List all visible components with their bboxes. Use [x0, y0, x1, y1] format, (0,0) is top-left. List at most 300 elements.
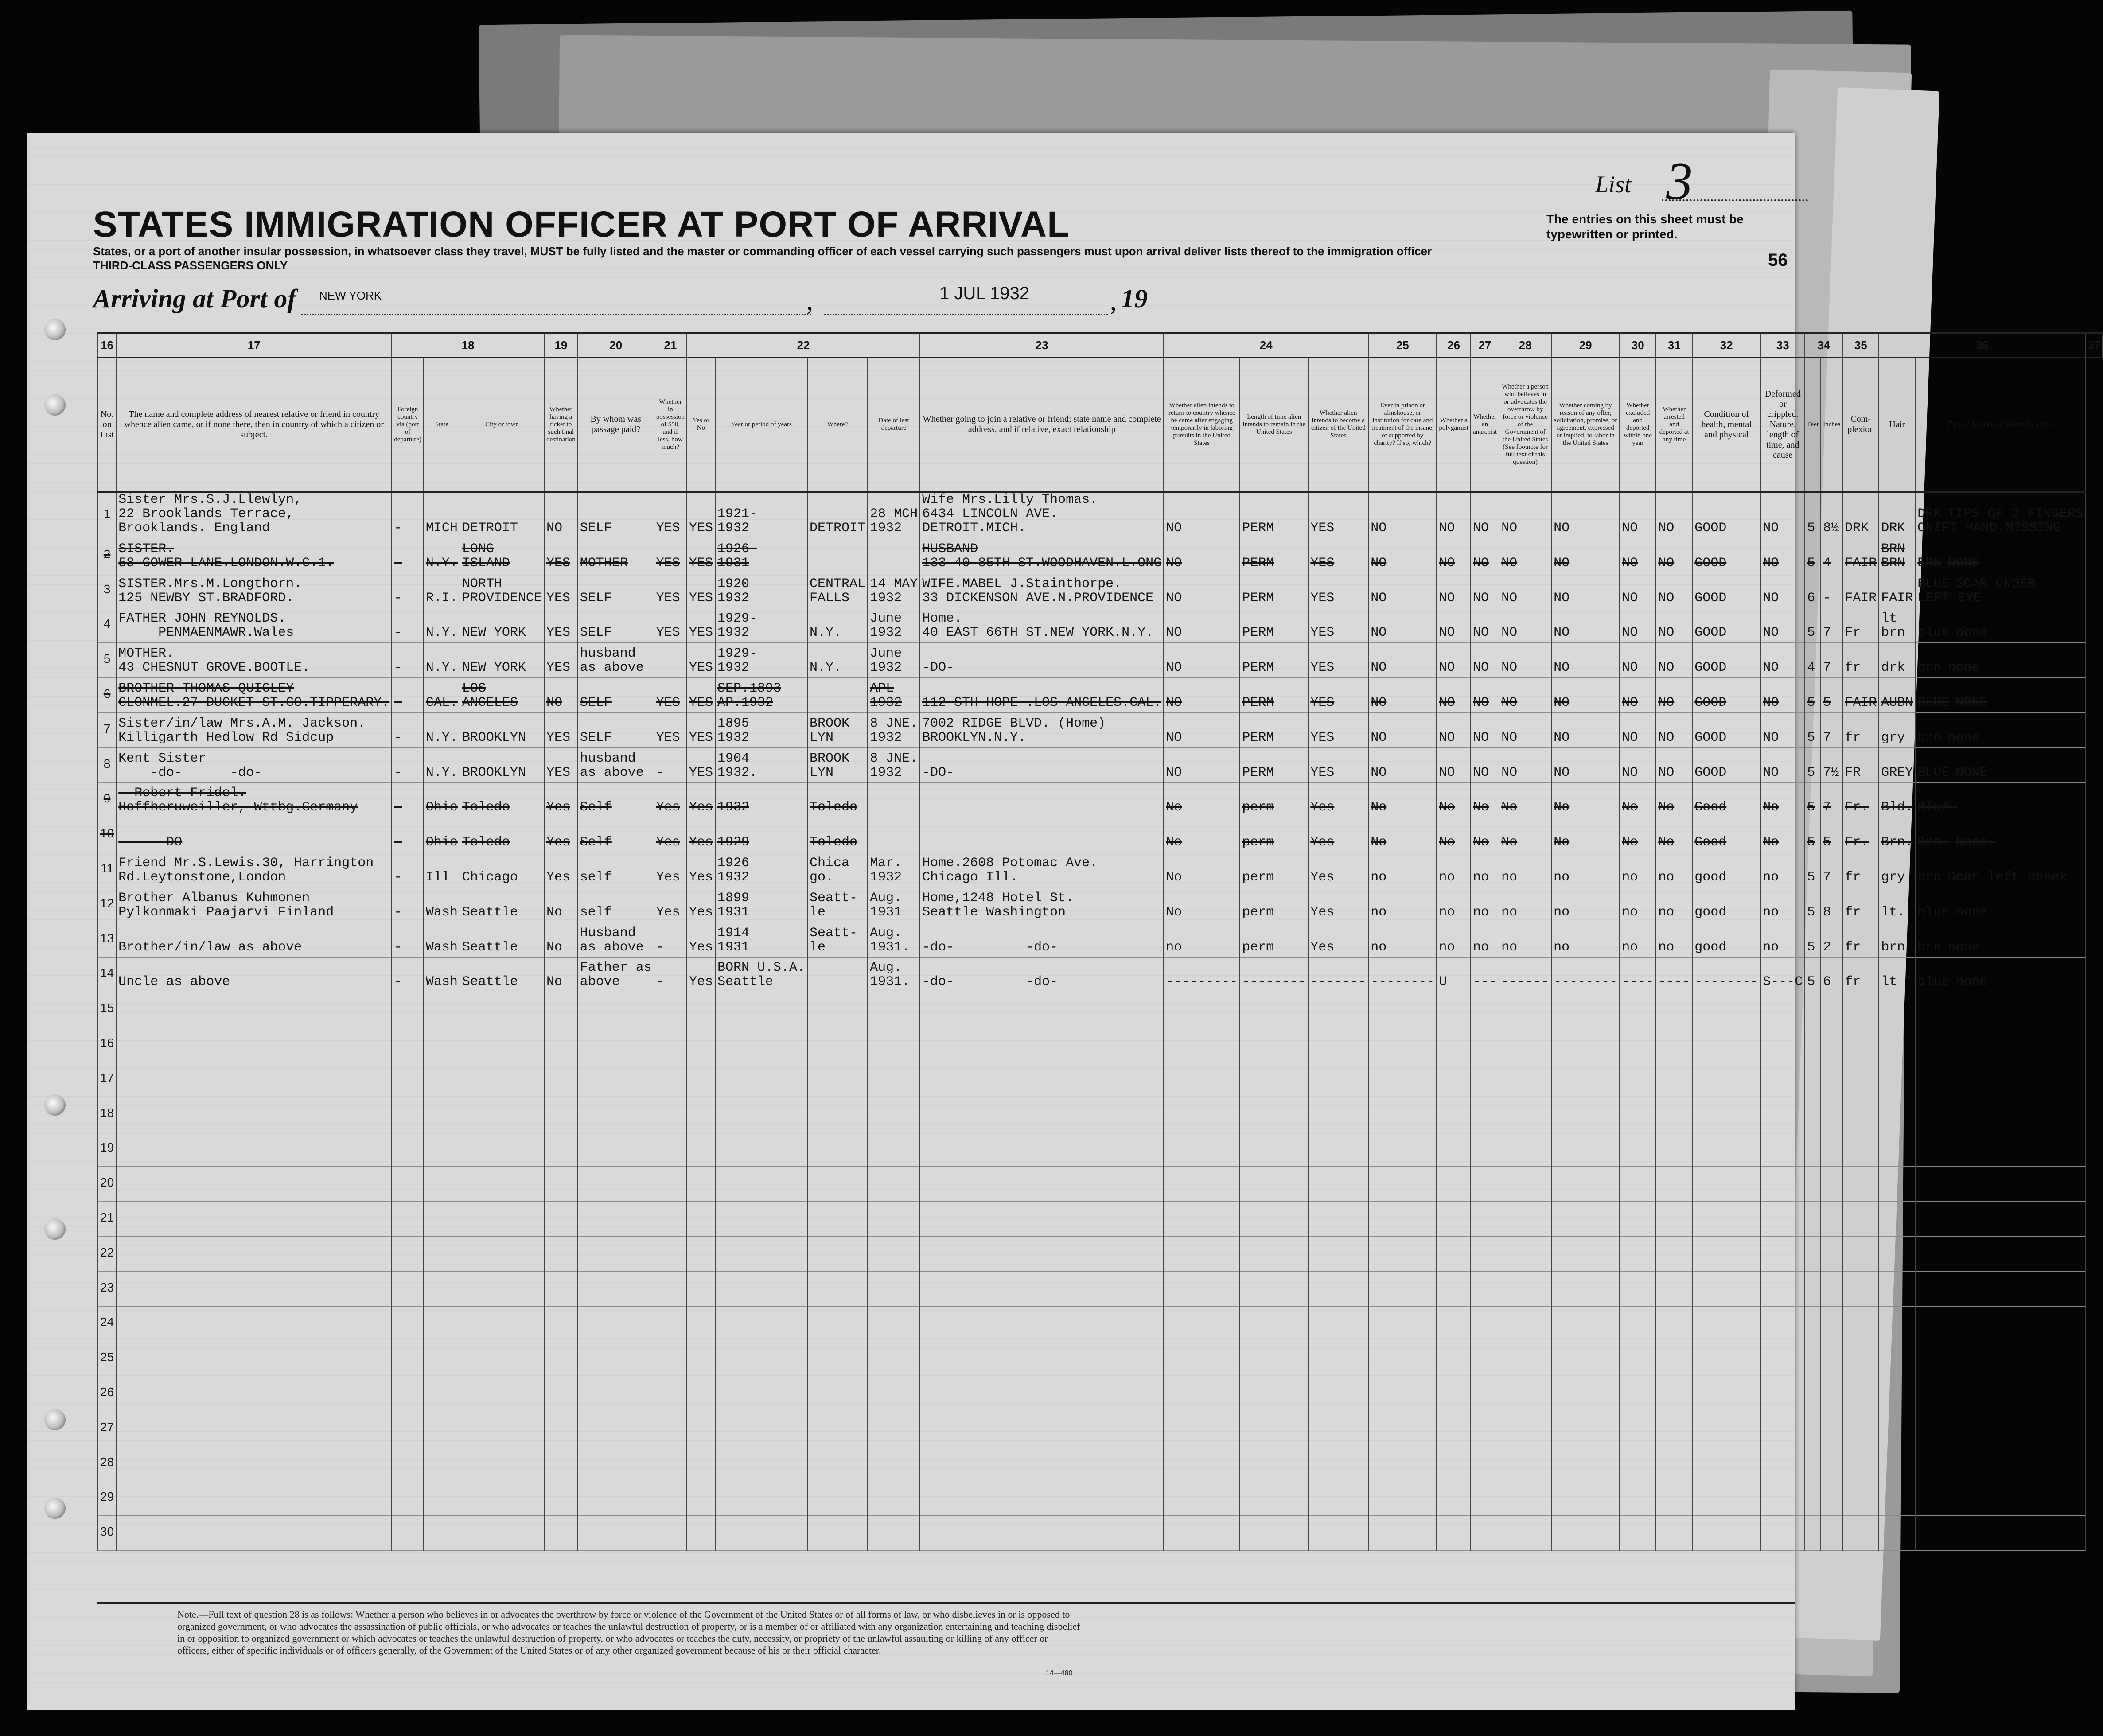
cell-foreign: [392, 1341, 424, 1376]
cell-q30: NO: [1620, 643, 1656, 678]
cell-hair: [1879, 1027, 1915, 1062]
cell-citizen: Yes: [1308, 887, 1368, 922]
cell-foreign: -: [392, 957, 424, 992]
cell-prison: [1368, 1306, 1437, 1341]
cell-eyes-marks: [1915, 747, 2085, 782]
cell-eyes-marks: [1915, 992, 2085, 1027]
cell-poly: NO: [1437, 747, 1471, 782]
cell-foreign: [392, 1481, 424, 1516]
cell-date: 14 MAY 1932: [868, 573, 920, 608]
cell-q30: No: [1620, 782, 1656, 817]
cell-foreign: -: [392, 817, 424, 852]
cell-health: --------: [1692, 957, 1760, 992]
cell-paid: SELF: [578, 712, 654, 747]
cell-relative: Kent Sister -do- -do-: [116, 747, 392, 782]
cell-date: [868, 1027, 920, 1062]
cell-city: [460, 1446, 544, 1481]
cell-hair: Bld.: [1879, 782, 1915, 817]
cell-citizen: YES: [1308, 747, 1368, 782]
cell-citizen: [1308, 1167, 1368, 1202]
cell-prison: NO: [1368, 573, 1437, 608]
cell-complexion: [1842, 1236, 1879, 1271]
cell-q29: [1551, 1481, 1620, 1516]
cell-prison: NO: [1368, 747, 1437, 782]
cell-ticket: [544, 1516, 578, 1551]
cell-foreign: -: [392, 643, 424, 678]
cell-length: [1240, 1481, 1308, 1516]
cell-health: [1692, 1306, 1760, 1341]
table-row: [98, 852, 2103, 887]
cell-q29: --------: [1551, 957, 1620, 992]
cell-inches: [1821, 1202, 1842, 1237]
cell-prison: no: [1368, 887, 1437, 922]
header-date-departure: Date of last departure: [868, 358, 920, 492]
cell-join: [920, 1516, 1164, 1551]
cell-eyes-marks: [1915, 1271, 2085, 1306]
cell-q30: NO: [1620, 678, 1656, 713]
row-number: 12: [98, 887, 116, 922]
row-number: 26: [98, 1376, 116, 1411]
table-row: [98, 1097, 2103, 1132]
cell-paid: SELF: [578, 573, 654, 608]
cell-hair: GREY: [1879, 747, 1915, 782]
cell-fifty: [654, 1167, 687, 1202]
cell-where: Toledo: [807, 782, 868, 817]
sheet-number: 56: [1768, 250, 1788, 270]
cell-deformed: [1760, 1167, 1805, 1202]
cell-q31: no: [1656, 887, 1692, 922]
cell-health: GOOD: [1692, 492, 1760, 538]
table-row: [98, 643, 2103, 678]
table-row: [98, 1132, 2103, 1167]
cell-health: GOOD: [1692, 573, 1760, 608]
cell-foreign: -: [392, 747, 424, 782]
cell-foreign: -: [392, 712, 424, 747]
cell-eyes: Blue.: [1917, 800, 1958, 815]
year-prefix: 19: [1121, 284, 1148, 313]
cell-poly: [1437, 1027, 1471, 1062]
cell-fifty: [654, 1271, 687, 1306]
cell-relative: [116, 1027, 392, 1062]
cell-citizen: YES: [1308, 538, 1368, 573]
cell-q30: [1620, 1271, 1656, 1306]
cell-inches: 8: [1821, 887, 1842, 922]
cell-feet: [1805, 1132, 1821, 1167]
cell-paid: [578, 1132, 654, 1167]
cell-year: [715, 1132, 807, 1167]
cell-date: [868, 1446, 920, 1481]
cell-eyes-marks: [1915, 1202, 2085, 1237]
cell-eyes: brn: [1917, 869, 1942, 885]
cell-city: DETROIT: [460, 492, 544, 538]
row-number: 25: [98, 1341, 116, 1376]
cell-state: Ill: [424, 852, 460, 887]
row-number: 5: [98, 643, 116, 678]
cell-foreign: [392, 1271, 424, 1306]
cell-eyes-marks: [1915, 887, 2085, 922]
cell-anarch: [1471, 992, 1499, 1027]
cell-eyes-marks: [1915, 1481, 2085, 1516]
cell-join: [920, 1062, 1164, 1097]
cell-before: [687, 1097, 715, 1132]
cell-prison: [1368, 1411, 1437, 1446]
cell-poly: NO: [1437, 538, 1471, 573]
cell-ticket: [544, 1411, 578, 1446]
cell-eyes: brn: [1917, 660, 1942, 676]
cell-eyes: brn: [1917, 939, 1942, 955]
cell-before: [687, 1202, 715, 1237]
cell-feet: [1805, 1306, 1821, 1341]
cell-where: [807, 1236, 868, 1271]
cell-before: Yes: [687, 957, 715, 992]
cell-fifty: Yes: [654, 782, 687, 817]
cell-where: [807, 1306, 868, 1341]
row-number: 13: [98, 922, 116, 957]
cell-deformed: [1760, 992, 1805, 1027]
cell-q31: No: [1656, 817, 1692, 852]
row-number: 4: [98, 608, 116, 643]
cell-complexion: [1842, 1376, 1879, 1411]
cell-inches: 4: [1821, 538, 1842, 573]
cell-q31: NO: [1656, 492, 1692, 538]
cell-hair: [1879, 1306, 1915, 1341]
cell-q29: [1551, 1516, 1620, 1551]
cell-foreign: [392, 1062, 424, 1097]
cell-length: [1240, 1446, 1308, 1481]
cell-year: [715, 1236, 807, 1271]
cell-fifty: -: [654, 957, 687, 992]
cell-ticket: YES: [544, 538, 578, 573]
cell-relative: [116, 992, 392, 1027]
cell-relative: [116, 1341, 392, 1376]
cell-citizen: [1308, 1132, 1368, 1167]
cell-date: 8 JNE. 1932: [868, 747, 920, 782]
cell-q30: [1620, 1446, 1656, 1481]
cell-complexion: FR: [1842, 747, 1879, 782]
cell-before: [687, 1236, 715, 1271]
cell-length: [1240, 1376, 1308, 1411]
cell-city: Toledo: [460, 817, 544, 852]
cell-feet: [1805, 1097, 1821, 1132]
cell-q31: NO: [1656, 712, 1692, 747]
cell-date: 8 JNE. 1932: [868, 712, 920, 747]
cell-hair: [1879, 1271, 1915, 1306]
cell-eyes: BRN: [1917, 555, 1942, 571]
cell-eyes: BLUE: [1917, 695, 1950, 710]
row-number: 16: [98, 1027, 116, 1062]
col-num: 20: [578, 333, 654, 358]
cell-complexion: FAIR: [1842, 573, 1879, 608]
cell-complexion: fr: [1842, 887, 1879, 922]
cell-where: N.Y.: [807, 608, 868, 643]
cell-deformed: [1760, 1516, 1805, 1551]
cell-date: [868, 1516, 920, 1551]
cell-citizen: [1308, 1306, 1368, 1341]
cell-join: -do- -do-: [920, 957, 1164, 992]
cell-inches: [1821, 1097, 1842, 1132]
cell-eyes: DRK: [1917, 506, 1942, 522]
cell-anarch: [1471, 1167, 1499, 1202]
cell-marks: NONE: [1955, 695, 1988, 710]
cell-q29: NO: [1551, 712, 1620, 747]
manifest-rows: [98, 492, 2103, 1551]
cell-q29: [1551, 1097, 1620, 1132]
row-number: 11: [98, 852, 116, 887]
cell-city: [460, 1202, 544, 1237]
subtitle: States, or a port of another insular possession, in whatsoever class they travel, MUST be fully listed and the master or commanding officer of each vessel carrying such passengers must upon arrival deliver lists thereof to the immigration officer: [93, 245, 1432, 258]
cell-join: HUSBAND 133-40 85TH ST.WOODHAVEN.L.ONG: [920, 538, 1164, 573]
cell-state: [424, 1202, 460, 1237]
cell-poly: NO: [1437, 643, 1471, 678]
cell-poly: [1437, 1341, 1471, 1376]
cell-q29: No: [1551, 817, 1620, 852]
cell-feet: 5: [1805, 887, 1821, 922]
row-number: 10: [98, 817, 116, 852]
cell-paid: SELF: [578, 608, 654, 643]
cell-eyes: Brn.: [1917, 835, 1950, 850]
header-purpose-length: Length of time alien intends to remain in the United States: [1240, 358, 1308, 492]
cell-eyes-marks: [1915, 817, 2085, 852]
cell-complexion: [1842, 1027, 1879, 1062]
cell-prison: [1368, 1446, 1437, 1481]
cell-relative: [116, 1202, 392, 1237]
cell-prison: NO: [1368, 712, 1437, 747]
header-height-inches: Inches: [1821, 358, 1842, 492]
cell-fifty: -: [654, 747, 687, 782]
table-row: [98, 1376, 2103, 1411]
cell-q30: NO: [1620, 747, 1656, 782]
cell-marks: none: [1955, 974, 1988, 990]
cell-anarch: no: [1471, 887, 1499, 922]
cell-before: [687, 1341, 715, 1376]
row-number: 27: [98, 1411, 116, 1446]
cell-feet: [1805, 1411, 1821, 1446]
cell-ticket: [544, 992, 578, 1027]
cell-feet: [1805, 1062, 1821, 1097]
cell-foreign: -: [392, 922, 424, 957]
cell-complexion: [1842, 1062, 1879, 1097]
date-stamp: 1 JUL 1932: [939, 284, 1030, 303]
cell-q30: NO: [1620, 712, 1656, 747]
cell-anarch: [1471, 1516, 1499, 1551]
cell-q31: NO: [1656, 678, 1692, 713]
cell-health: Good: [1692, 782, 1760, 817]
cell-citizen: [1308, 1097, 1368, 1132]
table-row: [98, 538, 2103, 573]
cell-anarch: [1471, 1202, 1499, 1237]
cell-paid: [578, 1516, 654, 1551]
cell-poly: [1437, 1202, 1471, 1237]
cell-prison: NO: [1368, 538, 1437, 573]
cell-health: [1692, 1376, 1760, 1411]
cell-feet: [1805, 992, 1821, 1027]
cell-length: [1240, 992, 1308, 1027]
cell-poly: NO: [1437, 573, 1471, 608]
cell-year: [715, 1271, 807, 1306]
cell-paid: Self: [578, 817, 654, 852]
cell-year: 1914 1931: [715, 922, 807, 957]
row-number: 14: [98, 957, 116, 992]
cell-hair: AUBN: [1879, 678, 1915, 713]
cell-hair: lt: [1879, 957, 1915, 992]
cell-foreign: -: [392, 852, 424, 887]
cell-date: June 1932: [868, 608, 920, 643]
cell-q28: ------: [1499, 957, 1551, 992]
cell-health: good: [1692, 887, 1760, 922]
cell-return: no: [1164, 922, 1240, 957]
cell-state: N.Y.: [424, 712, 460, 747]
cell-deformed: S---C: [1760, 957, 1805, 992]
cell-feet: 6: [1805, 573, 1821, 608]
cell-marks: NONE: [1955, 765, 1988, 780]
cell-q28: NO: [1499, 538, 1551, 573]
cell-relative: [116, 1097, 392, 1132]
cell-ticket: [544, 1062, 578, 1097]
cell-where: [807, 1446, 868, 1481]
cell-city: BROOKLYN: [460, 712, 544, 747]
cell-return: [1164, 1062, 1240, 1097]
cell-paid: [578, 1271, 654, 1306]
cell-where: [807, 1516, 868, 1551]
header-excluded: Whether excluded and deported within one year: [1620, 358, 1656, 492]
cell-q30: NO: [1620, 573, 1656, 608]
cell-q30: no: [1620, 887, 1656, 922]
cell-prison: [1368, 1376, 1437, 1411]
cell-eyes-marks: [1915, 1446, 2085, 1481]
cell-anarch: [1471, 1481, 1499, 1516]
cell-complexion: Fr: [1842, 608, 1879, 643]
col-num: 19: [544, 333, 578, 358]
cell-return: NO: [1164, 747, 1240, 782]
cell-paid: self: [578, 852, 654, 887]
cell-q31: NO: [1656, 643, 1692, 678]
table-row: [98, 1516, 2103, 1551]
cell-paid: [578, 1202, 654, 1237]
cell-relative: [116, 1271, 392, 1306]
cell-ticket: No: [544, 887, 578, 922]
cell-prison: NO: [1368, 678, 1437, 713]
cell-q29: NO: [1551, 608, 1620, 643]
cell-q31: no: [1656, 852, 1692, 887]
cell-paid: [578, 1062, 654, 1097]
cell-paid: SELF: [578, 678, 654, 713]
col-num: 22: [687, 333, 920, 358]
cell-deformed: NO: [1760, 608, 1805, 643]
cell-deformed: NO: [1760, 492, 1805, 538]
cell-where: Toledo: [807, 817, 868, 852]
cell-state: [424, 1167, 460, 1202]
cell-date: June 1932: [868, 643, 920, 678]
cell-hair: BRN BRN: [1879, 538, 1915, 573]
cell-citizen: YES: [1308, 492, 1368, 538]
cell-q29: no: [1551, 852, 1620, 887]
cell-foreign: -: [392, 492, 424, 538]
cell-ticket: YES: [544, 608, 578, 643]
cell-join: [920, 1236, 1164, 1271]
cell-deformed: [1760, 1132, 1805, 1167]
cell-health: [1692, 1167, 1760, 1202]
cell-hair: [1879, 1062, 1915, 1097]
cell-eyes: blue: [1917, 625, 1950, 641]
cell-state: [424, 1446, 460, 1481]
header-ticket: Whether having a ticket to such final destination: [544, 358, 578, 492]
row-number: 18: [98, 1097, 116, 1132]
cell-citizen: [1308, 1481, 1368, 1516]
cell-citizen: YES: [1308, 643, 1368, 678]
cell-date: [868, 1376, 920, 1411]
cell-before: YES: [687, 492, 715, 538]
row-number: 19: [98, 1132, 116, 1167]
cell-citizen: Yes: [1308, 817, 1368, 852]
row-number: 7: [98, 712, 116, 747]
cell-q28: [1499, 1167, 1551, 1202]
cell-q28: no: [1499, 852, 1551, 887]
cell-inches: 5: [1821, 678, 1842, 713]
cell-relative: [116, 1446, 392, 1481]
cell-anarch: No: [1471, 782, 1499, 817]
cell-return: No: [1164, 782, 1240, 817]
cell-fifty: YES: [654, 573, 687, 608]
cell-paid: SELF: [578, 492, 654, 538]
header-passage-paid: By whom was passage paid?: [578, 358, 654, 492]
cell-anarch: [1471, 1271, 1499, 1306]
cell-year: [715, 1446, 807, 1481]
cell-deformed: [1760, 1411, 1805, 1446]
header-join-relative: Whether going to join a relative or friend; state name and complete address, and if relative, exact relationship: [920, 358, 1164, 492]
cell-year: 1929- 1932: [715, 608, 807, 643]
cell-before: [687, 1411, 715, 1446]
cell-state: [424, 1132, 460, 1167]
header-labor-offer: Whether coming by reason of any offer, solicitation, promise, or agreement, expressed or implied, to labor in the United States: [1551, 358, 1620, 492]
footer-note: Note.—Full text of question 28 is as follows: Whether a person who believes in or advocates the overthrow by force or violence of the Government of the United States or of all forms of law, or who disbelieves in or is opposed to organized government, or who advocates the assassination of public officials, or who advocates or teaches the unlawful destruction of property, or is a member of or affiliated with any organization entertaining and teaching disbelief in or opposition to organized government or which advocates or teaches the unlawful destruction of property, or who advocates or teaches the duty, necessity, or propriety of the unlawful assaulting or killing of any officer or officers, either of specific individuals or of officers generally, of the Government of the United States or of any other organized government because of his or their official character.: [177, 1609, 1080, 1656]
cell-where: Chica go.: [807, 852, 868, 887]
col-num: 27: [1471, 333, 1499, 358]
table-row: [98, 1271, 2103, 1306]
cell-length: PERM: [1240, 747, 1308, 782]
cell-eyes-marks: [1915, 1411, 2085, 1446]
cell-health: [1692, 1097, 1760, 1132]
cell-eyes-marks: [1915, 1062, 2085, 1097]
cell-state: CAL.: [424, 678, 460, 713]
cell-where: Seatt- le: [807, 922, 868, 957]
cell-deformed: [1760, 1446, 1805, 1481]
cell-anarch: [1471, 1446, 1499, 1481]
cell-q29: [1551, 1341, 1620, 1376]
cell-length: PERM: [1240, 492, 1308, 538]
cell-inches: 7: [1821, 608, 1842, 643]
cell-citizen: [1308, 1446, 1368, 1481]
cell-complexion: Fr.: [1842, 782, 1879, 817]
col-num: 23: [920, 333, 1164, 358]
cell-complexion: FAIR: [1842, 538, 1879, 573]
cell-hair: [1879, 1411, 1915, 1446]
punch-hole: [44, 1094, 66, 1116]
cell-ticket: Yes: [544, 817, 578, 852]
cell-feet: [1805, 1027, 1821, 1062]
cell-state: [424, 1306, 460, 1341]
cell-prison: [1368, 1132, 1437, 1167]
cell-fifty: Yes: [654, 887, 687, 922]
cell-health: GOOD: [1692, 643, 1760, 678]
table-row: [98, 492, 2103, 538]
cell-citizen: [1308, 1411, 1368, 1446]
cell-eyes-marks: [1915, 1306, 2085, 1341]
cell-before: Yes: [687, 922, 715, 957]
cell-q31: [1656, 1446, 1692, 1481]
cell-where: [807, 1097, 868, 1132]
cell-deformed: NO: [1760, 747, 1805, 782]
cell-paid: [578, 1481, 654, 1516]
